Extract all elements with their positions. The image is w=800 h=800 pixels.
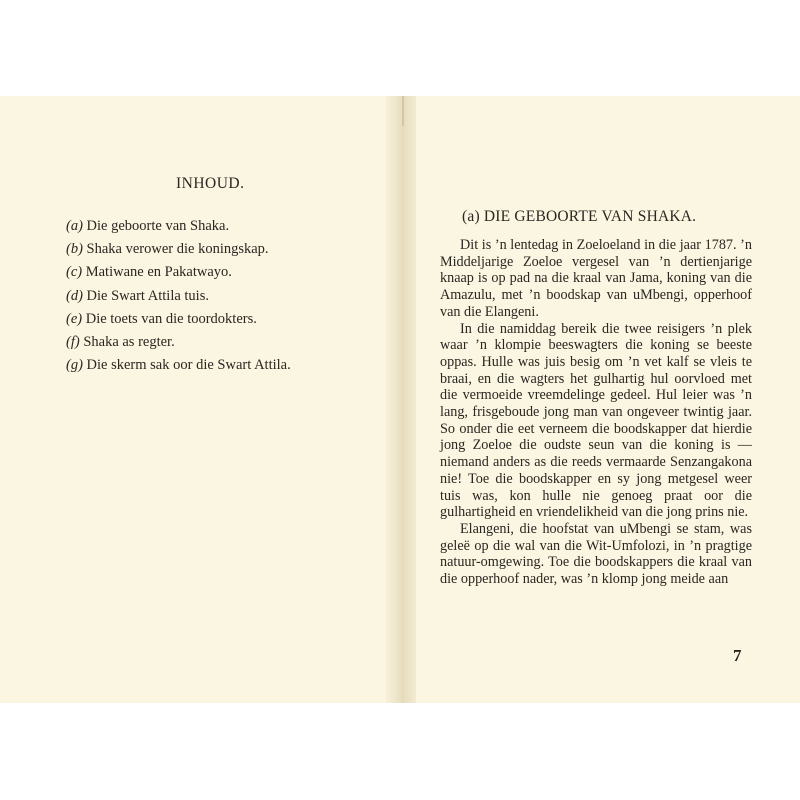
toc-item-text: Matiwane en Pakatwayo. — [85, 264, 232, 281]
toc-item-text: Die skerm sak oor die Swart Attila. — [86, 357, 291, 374]
toc-item-text: Die geboorte van Shaka. — [86, 218, 230, 234]
toc-item-text: Die toets van die toordokters. — [85, 310, 257, 327]
toc-item — [66, 285, 291, 308]
toc-item — [66, 331, 291, 354]
toc-list — [66, 215, 291, 377]
body-paragraph: Dit is ’n lentedag in Zoeloeland in die jaar 1787. ’n Middeljarige Zoeloe vergesel van ’n dertienjarige knaap is op pad na die kraal van Jama, koning van die Amazulu, met ’n boodskap van uMbengi, opperhoof van die Elangeni. — [440, 237, 752, 320]
toc-item-text: Shaka verower die koningskap. — [86, 241, 269, 258]
chapter-title: (a) DIE GEBOORTE VAN SHAKA. — [462, 208, 697, 225]
body-paragraph: In die namiddag bereik die twee reisigers ’n plek waar ’n klompie beeswagters die koning se beeste oppas. Hulle was juis besig om ’n vet kalf se vleis te braai, en die wagters het gulhartig hul oorvloed met die vermoeide vreemdelinge gedeel. Hul leier was ’n lang, frisgeboude jong man van ongeveer twintig jaar. So onder die eet verneem die boodskapper dat hierdie jong Zoeloe die oudste seun van die koning is — niemand anders as die reeds vermaarde Senzangakona nie! Toe die boodskapper en sy jong metgesel weer tuis was, kon hulle nie genoeg praat oor die gulhartigheid en vriendelikheid van die jong prins nie. — [440, 320, 752, 521]
toc-title: INHOUD. — [176, 175, 245, 192]
gutter-shadow — [402, 96, 404, 126]
toc-item — [66, 238, 291, 261]
body-paragraph: Elangeni, die hoofstat van uMbengi se stam, was geleë op die wal van die Wit-Umfolozi, in ’n pragtige natuur-omgewing. Toe die boodskappers die kraal van die opperhoof nader, was ’n klomp jong meide aan — [440, 520, 752, 588]
toc-item-letter: (e) — [66, 310, 83, 327]
toc-item-letter: (c) — [66, 264, 83, 281]
toc-item-text: Die Swart Attila tuis. — [86, 287, 209, 304]
toc-item-letter: (b) — [66, 241, 83, 258]
toc-item-letter: (g) — [66, 357, 83, 374]
page-number: 7 — [733, 646, 742, 665]
toc-item-letter: (a) — [66, 218, 83, 234]
toc-item — [66, 261, 291, 284]
toc-item — [66, 308, 291, 331]
toc-item-text: Shaka as regter. — [83, 334, 175, 351]
toc-item — [66, 354, 291, 377]
chapter-body — [440, 237, 752, 588]
toc-item-letter: (d) — [66, 287, 83, 304]
toc-item-letter: (f) — [66, 334, 80, 351]
book-gutter — [386, 96, 416, 703]
toc-item — [66, 215, 291, 238]
